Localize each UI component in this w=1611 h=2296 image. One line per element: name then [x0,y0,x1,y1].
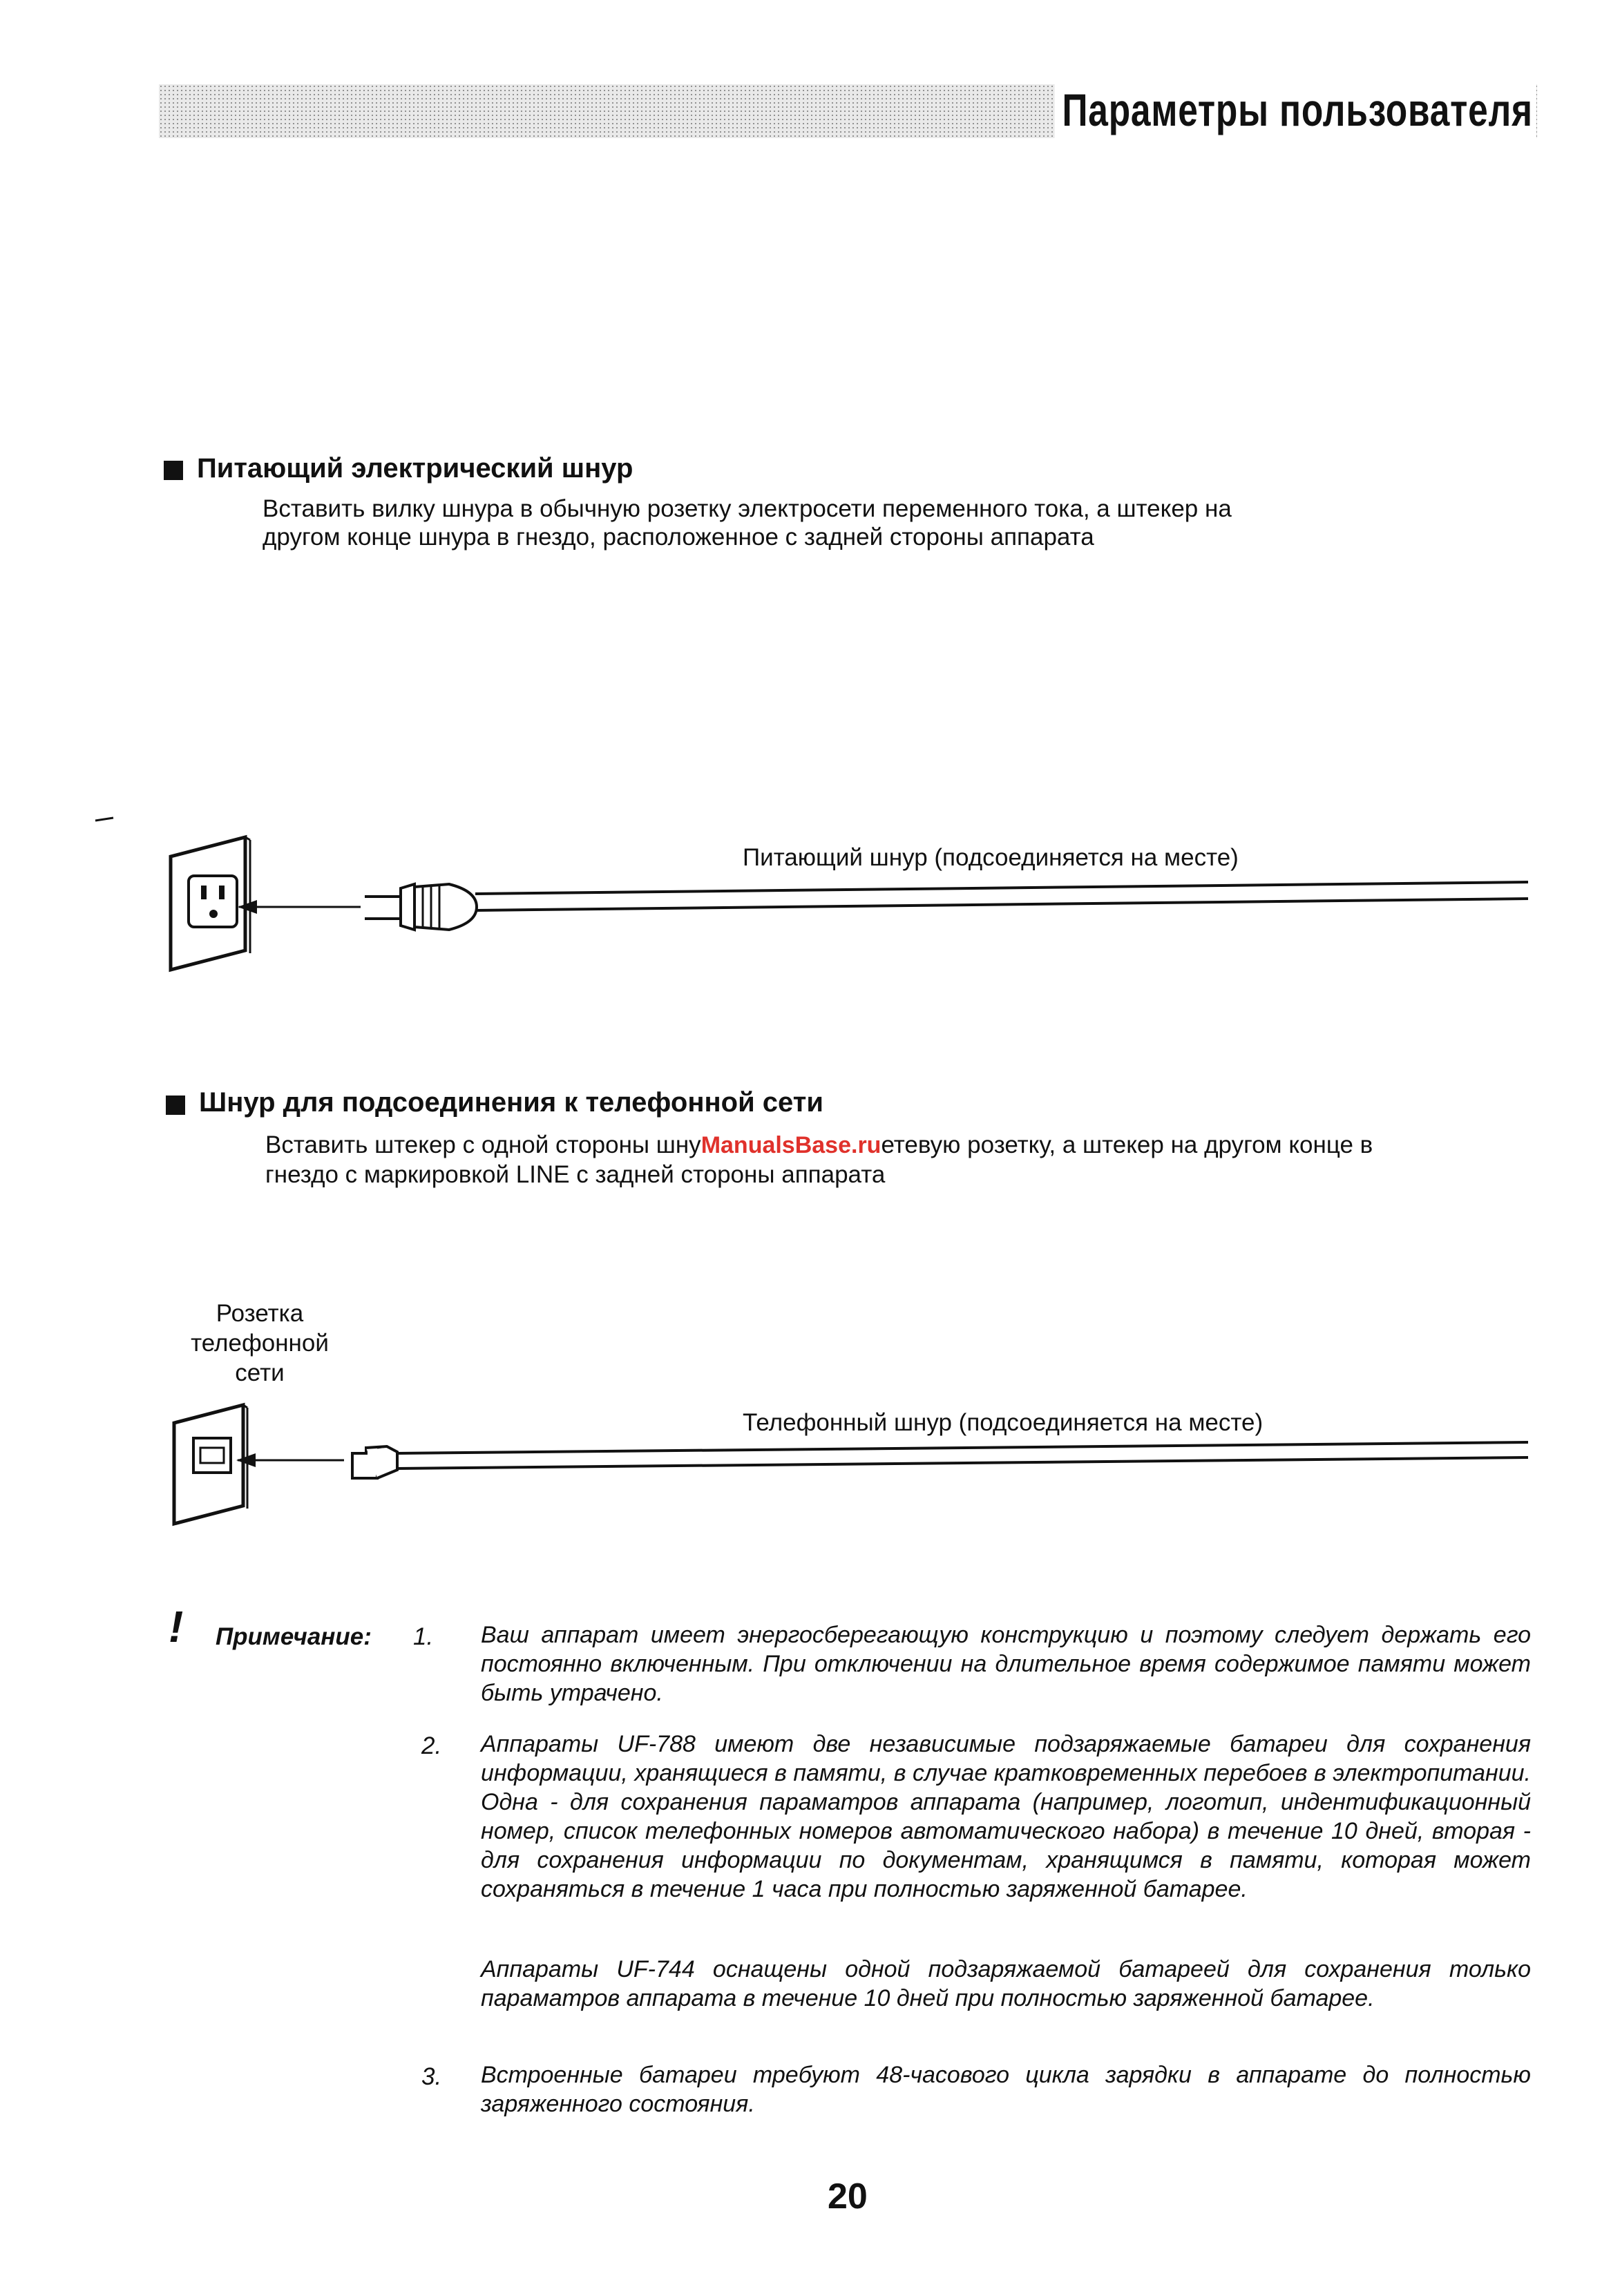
power-cord-caption: Питающий шнур (подсоединяется на месте) [743,844,1239,871]
page-number: 20 [828,2177,868,2217]
power-cord-description-line1: Вставить вилку шнура в обычную розетку электросети переменного тока, а штекер на [263,495,1232,522]
watermark: ManualsBase.ru [700,1132,881,1158]
note-number: 2. [421,1732,442,1759]
note-paragraph: Встроенные батареи требуют 48-часового цикла зарядки в аппарате до полностью заряженного состояния. [481,2062,1531,2117]
power-cord-heading: Питающий электрический шнур [197,453,633,484]
phone-cord-description-part-b: етевую розетку, а штекер на другом конце в [881,1131,1373,1158]
phone-socket-label-line2: телефонной [191,1330,329,1357]
note-number: 3. [421,2063,442,2090]
note-paragraph: Аппараты UF-788 имеют две независимые подзаряжаемые батареи для сохранения информации, хранящиеся в памяти, в случае кратковременных перебоев в электропитании. Одна - для сохранения параматров аппарата (например, логотип, индентификационный номер, список телефонных номеров автоматического набора) в течение 10 дней, вторая - для сохранения информации по документам, хранящимся в памяти, которая может сохраняться в течение 1 часа при полностью заряженной батарее. [481,1731,1531,1902]
phone-cord-heading: Шнур для подсоединения к телефонной сети [199,1087,823,1118]
page-title: Параметры пользователя [1055,82,1536,138]
phone-cord-description-part-a: Вставить штекер с одной стороны шну [265,1131,701,1158]
power-cord-description-line2: другом конце шнура в гнездо, расположенное с задней стороны аппарата [263,524,1094,551]
note-exclamation-icon: ! [169,1602,184,1652]
phone-socket-label-line1: Розетка [216,1300,304,1327]
note-paragraph: Ваш аппарат имеет энергосберегающую конструкцию и поэтому следует держать его постоянно включенным. При отключении на длительное время содержимое памяти может быть утрачено. [481,1622,1531,1706]
phone-cord-caption: Телефонный шнур (подсоединяется на месте) [743,1409,1264,1436]
phone-jack-plug-icon [352,1446,397,1478]
phone-socket-label-line3: сети [235,1359,285,1386]
note-label: Примечание: [216,1623,372,1650]
phone-cord-description-line2: гнездо с маркировкой LINE с задней стороны аппарата [265,1161,886,1188]
note-paragraph: Аппараты UF-744 оснащены одной подзаряжаемой батареей для сохранения только параматров аппарата в течение 10 дней при полностью заряженной батарее. [481,1956,1531,2011]
phone-wall-socket-icon [174,1405,247,1524]
note-number: 1. [413,1623,434,1650]
